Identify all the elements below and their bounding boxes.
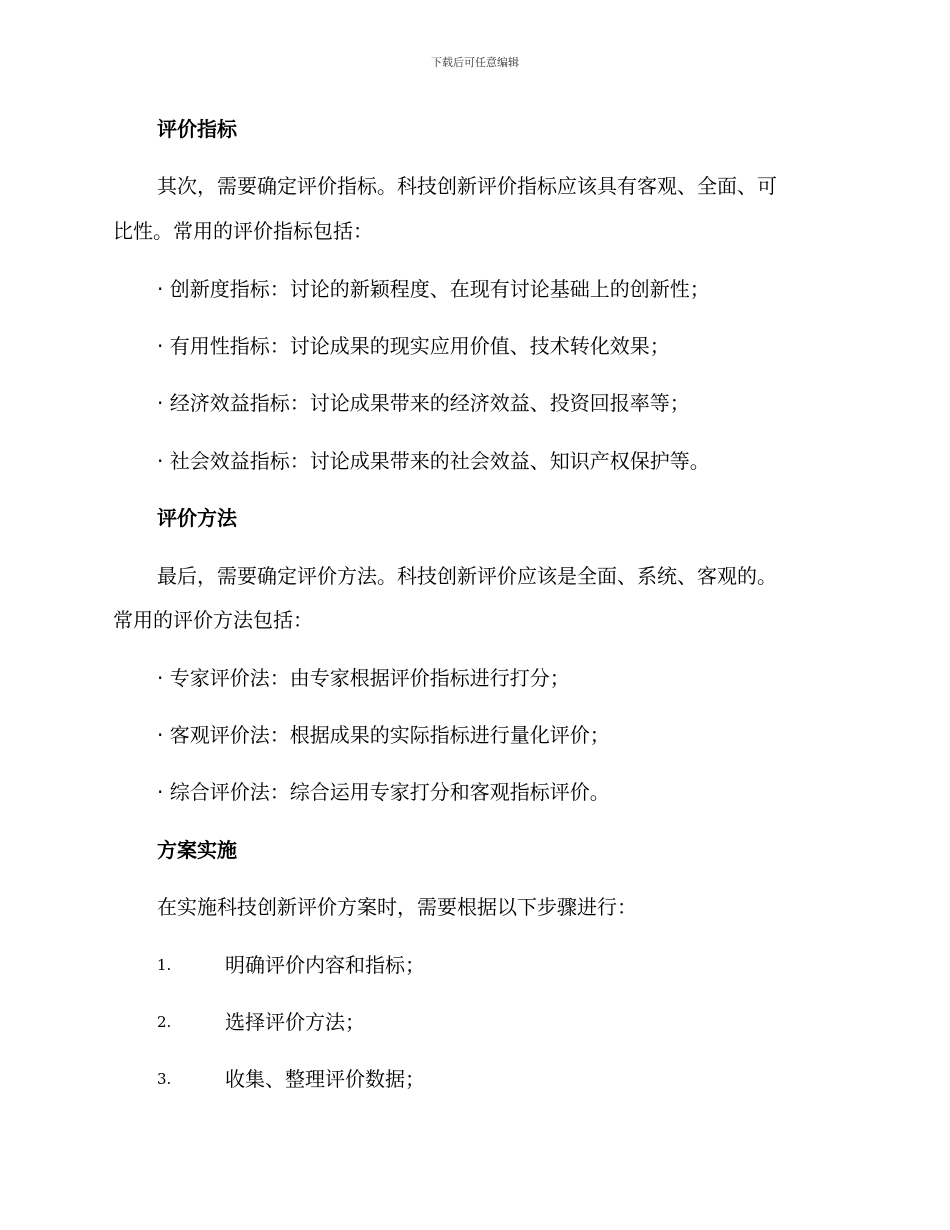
list-item: · 创新度指标：讨论的新颖程度、在现有讨论基础上的创新性； [157,277,710,301]
paragraph-line: 常用的评价方法包括： [113,608,313,632]
page-header: 下载后可任意编辑 [431,56,519,69]
section-heading-evaluation-methods: 评价方法 [157,506,237,530]
step-number: 1. [157,956,172,974]
list-item: · 有用性指标：讨论成果的现实应用价值、技术转化效果； [157,334,670,358]
step-text: 选择评价方法； [225,1010,365,1034]
list-item: · 经济效益指标：讨论成果带来的经济效益、投资回报率等； [157,391,690,415]
step-number: 3. [157,1070,172,1088]
paragraph-line: 其次，需要确定评价指标。科技创新评价指标应该具有客观、全面、可 [157,174,777,198]
list-item: · 客观评价法：根据成果的实际指标进行量化评价； [157,723,610,747]
list-item: · 综合评价法：综合运用专家打分和客观指标评价。 [157,780,610,804]
section-heading-evaluation-indicators: 评价指标 [157,117,237,141]
step-text: 明确评价内容和指标； [225,953,425,977]
paragraph-line: 比性。常用的评价指标包括： [113,219,373,243]
section-heading-implementation: 方案实施 [157,838,237,862]
step-number: 2. [157,1013,172,1031]
list-item: · 社会效益指标：讨论成果带来的社会效益、知识产权保护等。 [157,449,710,473]
paragraph-line: 最后，需要确定评价方法。科技创新评价应该是全面、系统、客观的。 [157,564,777,588]
list-item: · 专家评价法：由专家根据评价指标进行打分； [157,666,570,690]
step-text: 收集、整理评价数据； [225,1067,425,1091]
paragraph-line: 在实施科技创新评价方案时，需要根据以下步骤进行： [157,895,637,919]
